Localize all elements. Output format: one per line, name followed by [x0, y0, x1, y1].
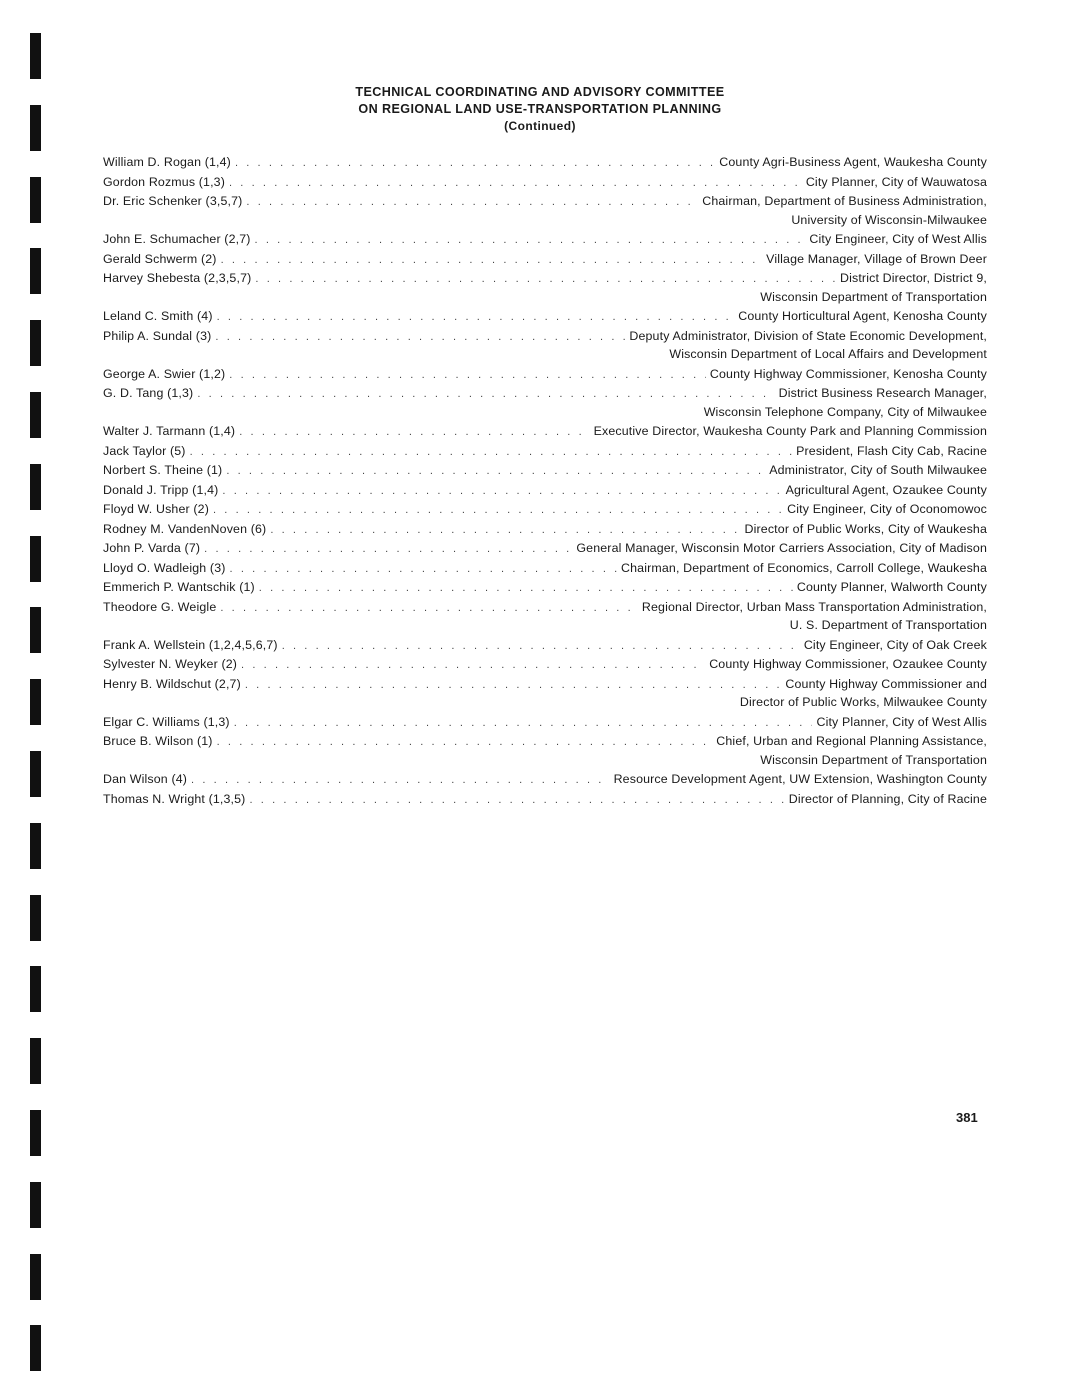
member-role: Regional Director, Urban Mass Transportation Administration, [641, 599, 987, 614]
member-role: County Agri-Business Agent, Waukesha County [719, 155, 987, 169]
member-entry [103, 677, 987, 714]
binding-hole [30, 823, 41, 869]
member-entry [103, 502, 987, 521]
member-entry [103, 424, 987, 443]
dot-leader [221, 254, 763, 266]
member-name: Emmerich P. Wantschik (1) [103, 580, 255, 594]
binding-hole [30, 248, 41, 294]
member-role: Director of Public Works, City of Waukesha [744, 521, 987, 536]
member-name: Walter J. Tarmann (1,4) [103, 424, 236, 438]
dot-leader [235, 157, 715, 169]
member-name: Elgar C. Williams (1,3) [103, 714, 230, 729]
page-number: 381 [956, 1110, 978, 1125]
member-name: Floyd W. Usher (2) [103, 502, 209, 516]
member-role: County Planner, Walworth County [796, 580, 987, 594]
member-name: Henry B. Wildschut (2,7) [103, 676, 241, 691]
binding-hole [30, 1325, 41, 1371]
dot-leader [217, 736, 713, 748]
member-role: County Horticultural Agent, Kenosha County [738, 309, 987, 323]
member-line [103, 772, 987, 791]
member-role-continued: U. S. Department of Transportation [789, 618, 987, 632]
member-line [103, 155, 987, 174]
dot-leader [282, 640, 800, 652]
binding-hole [30, 33, 41, 79]
member-line [103, 329, 987, 348]
member-role: County Highway Commissioner and [785, 676, 987, 691]
binding-hole [30, 1254, 41, 1300]
member-line [103, 792, 987, 811]
member-entry [103, 541, 987, 560]
member-role: Executive Director, Waukesha County Park and Planning Commission [593, 424, 987, 438]
member-line [103, 522, 987, 541]
dot-leader [217, 311, 735, 323]
binding-hole [30, 966, 41, 1012]
member-entry [103, 792, 987, 811]
binding-hole [30, 1110, 41, 1156]
member-role: President, Flash City Cab, Racine [796, 443, 987, 458]
member-name: Gerald Schwerm (2) [103, 251, 217, 266]
member-line [103, 600, 987, 619]
member-entry [103, 657, 987, 676]
member-line [103, 252, 987, 271]
dot-leader [190, 446, 793, 458]
document-heading [0, 84, 1065, 135]
member-role: District Director, District 9, [839, 271, 987, 285]
binding-hole [30, 392, 41, 438]
member-name: Gordon Rozmus (1,3) [103, 174, 225, 189]
member-line [103, 541, 987, 560]
member-entry [103, 580, 987, 599]
dot-leader [220, 602, 638, 614]
member-role: District Business Research Manager, [778, 386, 987, 400]
member-role: City Engineer, City of Oak Creek [803, 637, 987, 652]
dot-leader [241, 659, 705, 671]
member-name: John E. Schumacher (2,7) [103, 232, 251, 246]
heading-line-1: TECHNICAL COORDINATING AND ADVISORY COMMITTEE [355, 85, 725, 99]
member-line [103, 309, 987, 328]
member-name: G. D. Tang (1,3) [103, 386, 194, 400]
binding-hole [30, 1182, 41, 1228]
member-role-continued: Director of Public Works, Milwaukee County [739, 695, 987, 709]
member-line [103, 502, 987, 521]
member-entry [103, 271, 987, 308]
binding-hole [30, 679, 41, 725]
member-name: Leland C. Smith (4) [103, 309, 213, 323]
member-entry [103, 715, 987, 734]
member-role-continued: Wisconsin Department of Transportation [760, 752, 987, 767]
dot-leader [255, 273, 836, 285]
member-line [103, 657, 987, 676]
member-entry [103, 194, 987, 231]
binding-hole [30, 895, 41, 941]
member-line [103, 232, 987, 251]
member-name: William D. Rogan (1,4) [103, 155, 231, 169]
member-role: Village Manager, Village of Brown Deer [766, 251, 987, 266]
member-role: Chairman, Department of Business Administration, [702, 194, 987, 208]
member-entry [103, 463, 987, 482]
binding-hole [30, 320, 41, 366]
member-line [103, 175, 987, 194]
member-role: Director of Planning, City of Racine [788, 791, 987, 806]
member-entry [103, 252, 987, 271]
dot-leader [204, 543, 572, 555]
member-name: Norbert S. Theine (1) [103, 463, 223, 477]
dot-leader [222, 485, 781, 497]
member-role: Resource Development Agent, UW Extension, Washington County [613, 772, 987, 786]
member-name: Frank A. Wellstein (1,2,4,5,6,7) [103, 637, 278, 652]
dot-leader [230, 563, 618, 575]
heading-line-2: ON REGIONAL LAND USE-TRANSPORTATION PLANNING [358, 102, 722, 116]
dot-leader [197, 388, 774, 400]
member-entry [103, 772, 987, 791]
binding-hole [30, 751, 41, 797]
dot-leader [259, 582, 793, 594]
member-name: Donald J. Tripp (1,4) [103, 482, 219, 497]
member-line [103, 367, 987, 386]
member-role-continued: Wisconsin Department of Local Affairs and Development [669, 347, 987, 361]
member-role: Administrator, City of South Milwaukee [769, 463, 987, 477]
binding-hole [30, 607, 41, 653]
member-entry [103, 175, 987, 194]
heading-line-3: (Continued) [504, 119, 576, 133]
member-entry [103, 232, 987, 251]
member-entry [103, 309, 987, 328]
member-entry [103, 483, 987, 502]
member-role: Agricultural Agent, Ozaukee County [785, 482, 987, 497]
member-line [103, 638, 987, 657]
dot-leader [215, 331, 625, 343]
member-role-continued: Wisconsin Telephone Company, City of Milwaukee [703, 404, 987, 419]
member-list [103, 155, 987, 811]
member-entry [103, 522, 987, 541]
member-name: Dan Wilson (4) [103, 772, 188, 786]
member-line [103, 386, 987, 405]
member-role-continued: University of Wisconsin-Milwaukee [791, 212, 987, 227]
dot-leader [191, 774, 610, 786]
member-line [103, 677, 987, 696]
member-name: George A. Swier (1,2) [103, 366, 226, 381]
member-entry [103, 734, 987, 771]
member-line [103, 715, 987, 734]
dot-leader [249, 794, 784, 806]
member-entry [103, 367, 987, 386]
member-name: Sylvester N. Weyker (2) [103, 657, 238, 671]
member-role: City Engineer, City of Oconomowoc [787, 502, 987, 516]
member-line [103, 483, 987, 502]
member-entry [103, 444, 987, 463]
member-name: Bruce B. Wilson (1) [103, 734, 213, 748]
dot-leader [245, 679, 782, 691]
member-entry [103, 600, 987, 637]
member-entry [103, 329, 987, 366]
member-entry [103, 155, 987, 174]
member-line [103, 463, 987, 482]
member-line [103, 734, 987, 753]
dot-leader [213, 504, 783, 516]
member-line [103, 444, 987, 463]
member-name: John P. Varda (7) [103, 541, 201, 555]
member-line [103, 271, 987, 290]
member-name: Rodney M. VandenNoven (6) [103, 521, 267, 536]
member-name: Jack Taylor (5) [103, 443, 186, 458]
member-role: County Highway Commissioner, Kenosha County [709, 366, 987, 381]
member-name: Lloyd O. Wadleigh (3) [103, 560, 226, 575]
dot-leader [270, 524, 740, 536]
binding-hole [30, 536, 41, 582]
member-entry [103, 561, 987, 580]
member-role: Chief, Urban and Regional Planning Assistance, [716, 734, 987, 748]
dot-leader [239, 426, 589, 438]
member-line [103, 580, 987, 599]
member-line [103, 561, 987, 580]
binding-hole [30, 177, 41, 223]
member-name: Theodore G. Weigle [103, 599, 217, 614]
member-name: Dr. Eric Schenker (3,5,7) [103, 194, 243, 208]
member-role: City Engineer, City of West Allis [809, 232, 987, 246]
member-role-continued: Wisconsin Department of Transportation [760, 289, 987, 304]
member-name: Thomas N. Wright (1,3,5) [103, 791, 246, 806]
member-name: Philip A. Sundal (3) [103, 328, 212, 343]
member-role: General Manager, Wisconsin Motor Carriers Association, City of Madison [576, 541, 987, 555]
member-entry [103, 638, 987, 657]
dot-leader [246, 196, 698, 208]
member-role: Deputy Administrator, Division of State Economic Development, [629, 328, 987, 343]
member-name: Harvey Shebesta (2,3,5,7) [103, 271, 252, 285]
member-role: County Highway Commissioner, Ozaukee County [709, 657, 987, 671]
binding-hole [30, 1038, 41, 1084]
dot-leader [229, 369, 706, 381]
member-role: Chairman, Department of Economics, Carroll College, Waukesha [621, 560, 987, 575]
member-role: City Planner, City of Wauwatosa [805, 174, 987, 189]
member-line [103, 194, 987, 213]
member-entry [103, 386, 987, 423]
dot-leader [229, 177, 802, 189]
binding-hole [30, 464, 41, 510]
dot-leader [226, 465, 765, 477]
binding-holes [30, 0, 42, 1380]
dot-leader [234, 717, 813, 729]
member-line [103, 424, 987, 443]
dot-leader [255, 234, 806, 246]
member-role: City Planner, City of West Allis [816, 714, 987, 729]
